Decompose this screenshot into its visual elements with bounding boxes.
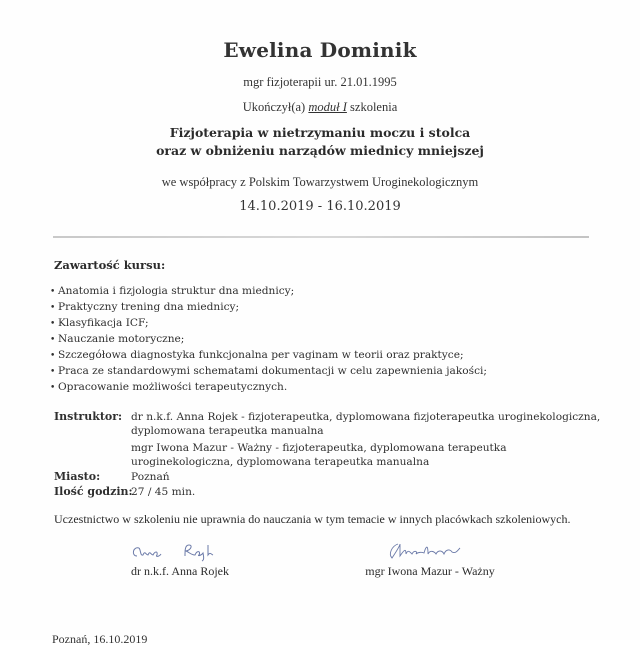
participant-name: Ewelina Dominik <box>223 38 417 62</box>
completion-line <box>0 100 640 115</box>
instructor-list <box>131 410 600 469</box>
bullet-icon: • <box>50 303 56 313</box>
hours-row <box>54 485 195 499</box>
completion-suffix: szkolenia <box>346 100 398 114</box>
instructor-row <box>54 410 600 469</box>
list-item: • Szczegółowa diagnostyka funkcjonalna per vaginam w teorii oraz praktyce; <box>50 348 487 364</box>
completion-prefix: Ukończył(a) <box>242 100 309 114</box>
instructor-label: Instruktor: <box>54 410 123 423</box>
handwritten-signature-icon <box>125 540 235 562</box>
module-label: moduł I <box>308 100 347 114</box>
bullet-icon: • <box>50 383 56 393</box>
divider <box>53 236 589 238</box>
place-date: Poznań, 16.10.2019 <box>52 632 148 646</box>
list-item: • Praca ze standardowymi schematami dokumentacji w celu zapewnienia jakości; <box>50 364 487 380</box>
instructor-2: mgr Iwona Mazur - Ważny - fizjoterapeutka, dyplomowana terapeutka uroginekologiczna, dyplomowana terapeutka manualna <box>131 442 507 468</box>
course-title-line-1: Fizjoterapia w nietrzymaniu moczu i stolca <box>169 125 471 140</box>
course-content-heading: Zawartość kursu: <box>54 258 166 272</box>
course-title-line-2: oraz w obniżeniu narządów miednicy mniejszej <box>156 143 484 158</box>
instructor-1: dr n.k.f. Anna Rojek - fizjoterapeutka, dyplomowana fizjoterapeutka uroginekologiczna, dyplomowana terapeutka manualna <box>131 411 601 437</box>
signature-block-rojek <box>100 540 260 579</box>
course-content-list <box>50 284 487 396</box>
list-item: • Opracowanie możliwości terapeutycznych. <box>50 380 487 396</box>
handwritten-signature-icon <box>370 540 490 562</box>
list-item: • Praktyczny trening dna miednicy; <box>50 300 487 316</box>
signature-block-mazur <box>340 540 520 579</box>
hours-value: 27 / 45 min. <box>131 486 196 498</box>
bullet-icon: • <box>50 287 56 297</box>
list-item: • Anatomia i fizjologia struktur dna miednicy; <box>50 284 487 300</box>
bullet-icon: • <box>50 351 56 361</box>
bullet-icon: • <box>50 367 56 377</box>
course-dates: 14.10.2019 - 16.10.2019 <box>239 199 401 214</box>
hours-label: Ilość godzin: <box>54 485 133 498</box>
city-row <box>54 470 170 484</box>
degree-birthdate-line: mgr fizjoterapii ur. 21.01.1995 <box>243 75 397 89</box>
list-item: • Klasyfikacja ICF; <box>50 316 487 332</box>
bullet-icon: • <box>50 335 56 345</box>
signature-name-mazur: mgr Iwona Mazur - Ważny <box>365 564 495 578</box>
signature-name-rojek: dr n.k.f. Anna Rojek <box>131 564 229 578</box>
cooperation-line: we współpracy z Polskim Towarzystwem Uroginekologicznym <box>161 175 479 189</box>
bullet-icon: • <box>50 319 56 329</box>
list-item: • Nauczanie motoryczne; <box>50 332 487 348</box>
course-title <box>0 124 640 160</box>
participation-notice: Uczestnictwo w szkoleniu nie uprawnia do nauczania w tym temacie w innych placówkach szkoleniowych. <box>54 512 571 526</box>
city-value: Poznań <box>131 471 170 483</box>
city-label: Miasto: <box>54 470 101 483</box>
